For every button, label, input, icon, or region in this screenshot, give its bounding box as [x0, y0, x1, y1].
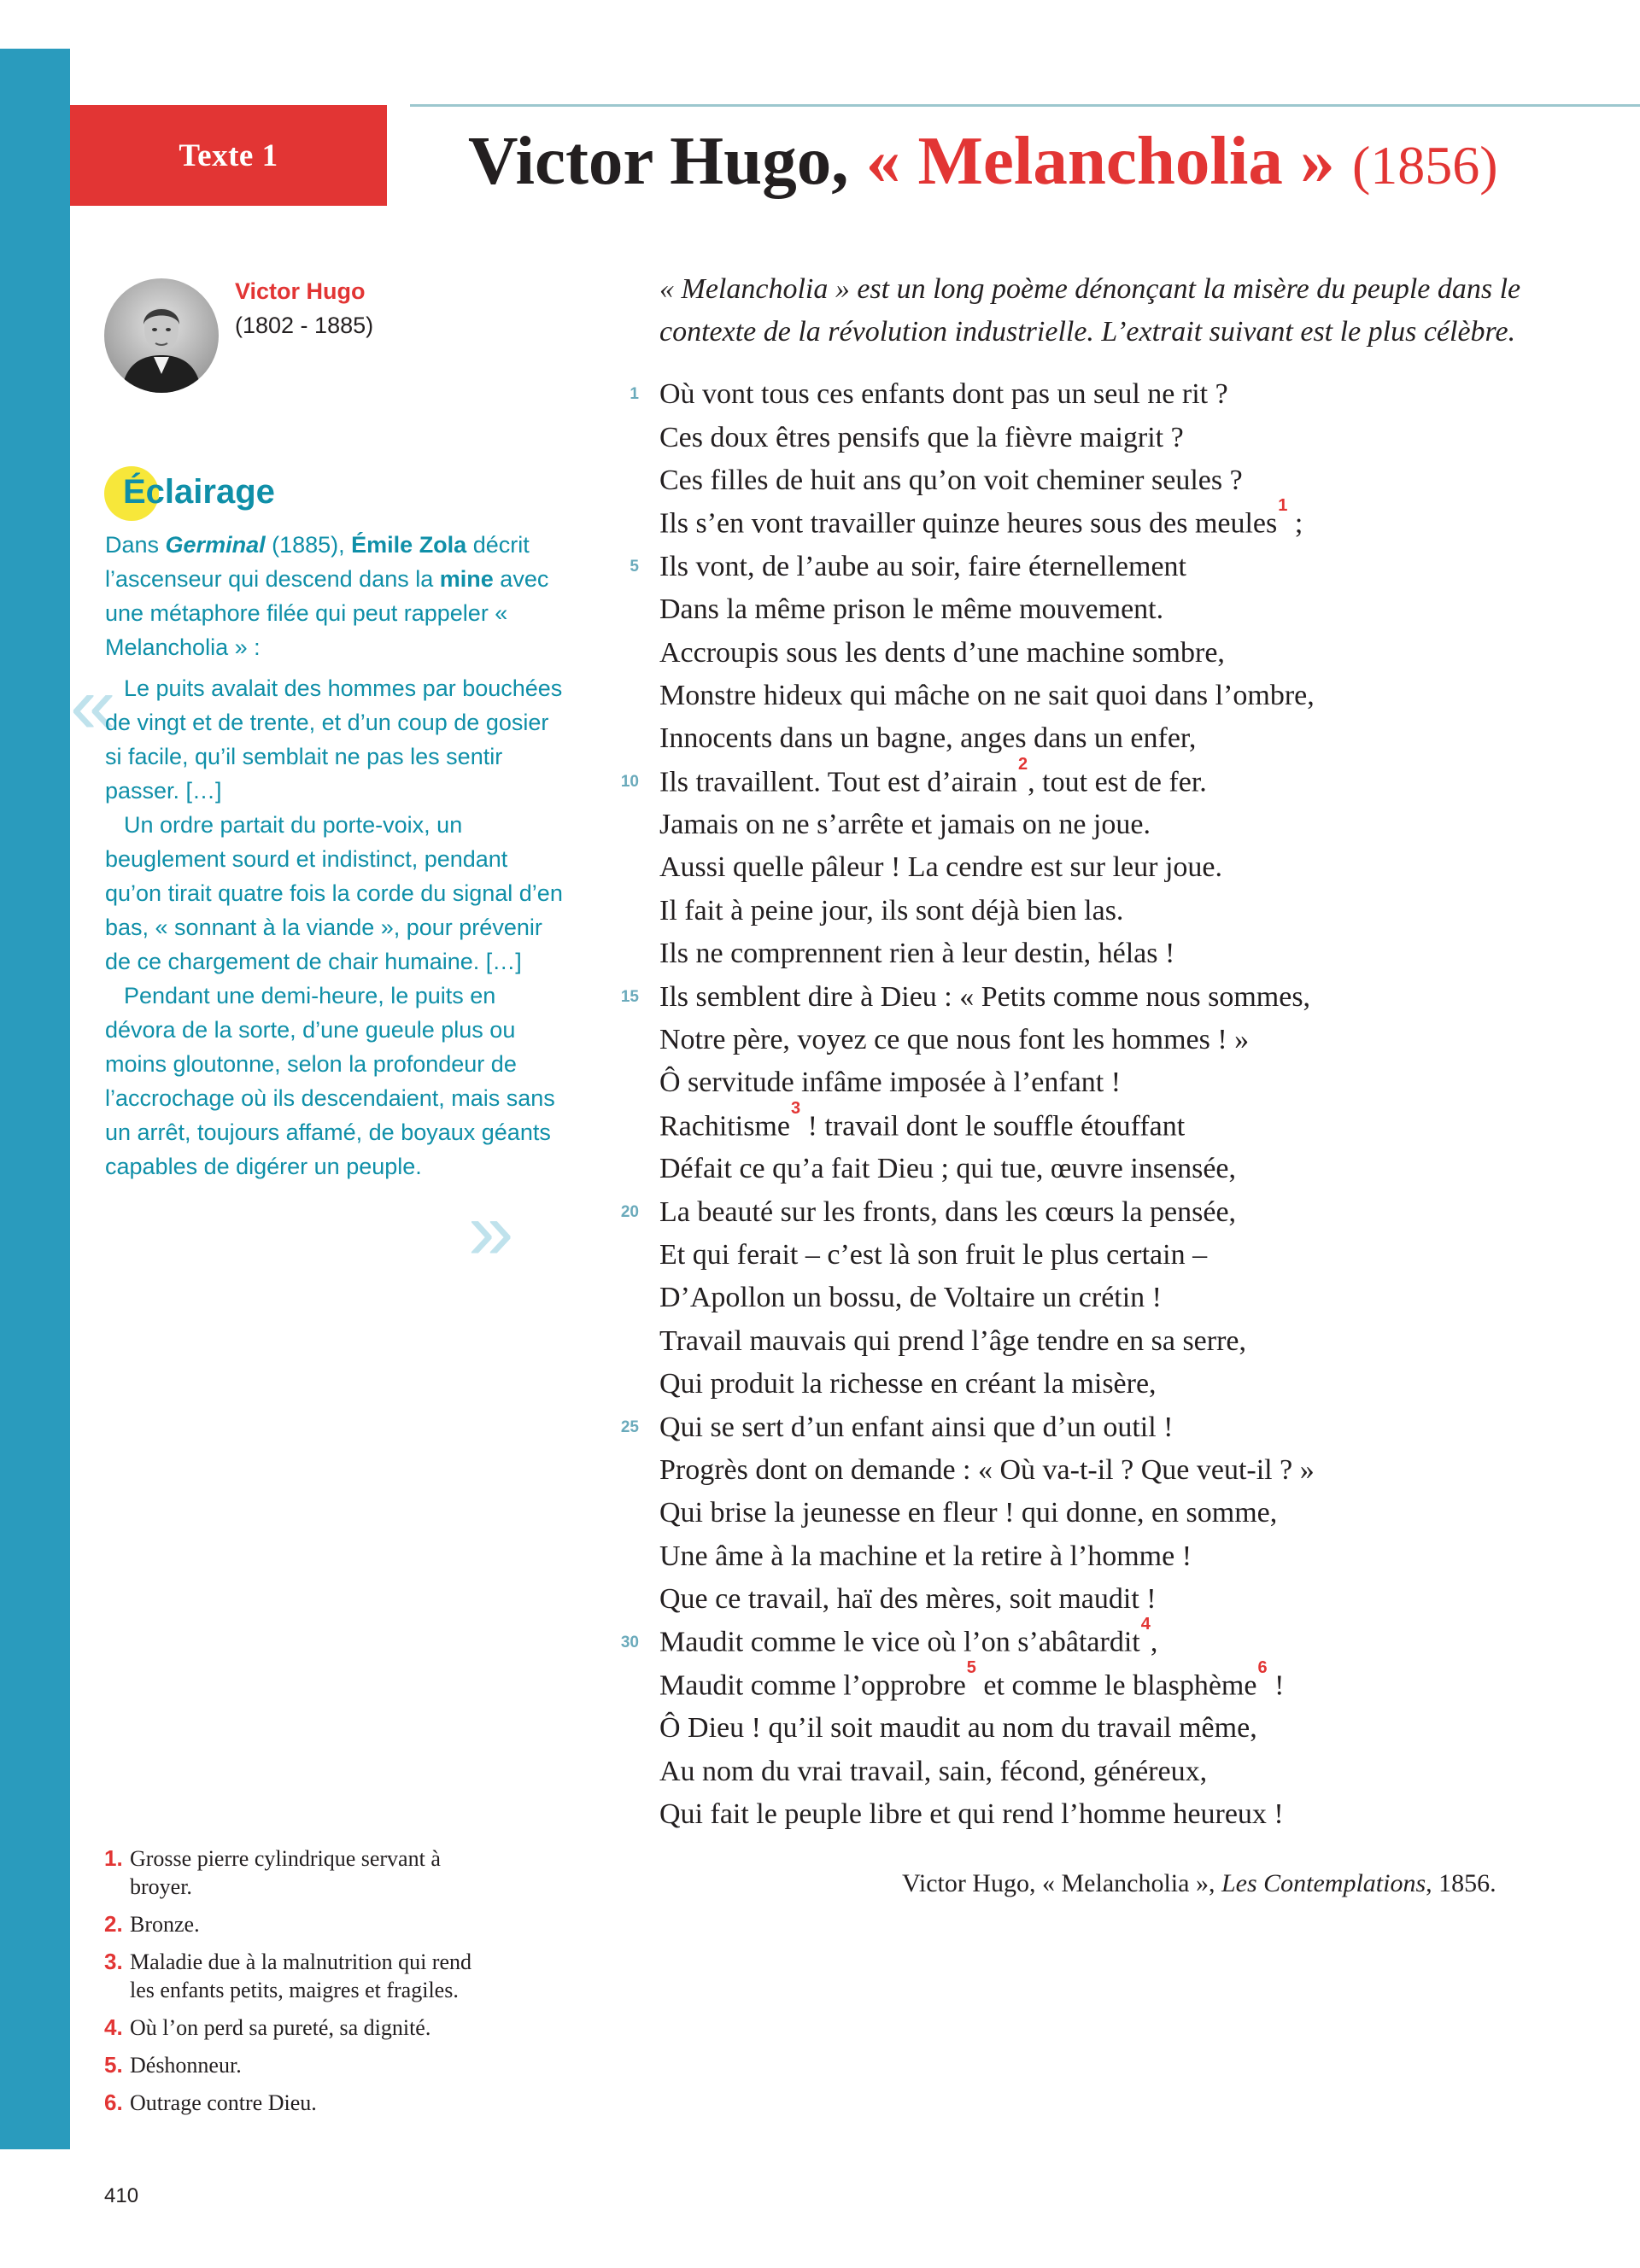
verse [598, 1277, 1623, 1319]
verse-part: ; [1287, 507, 1303, 540]
footnote-text: Maladie due à la malnutrition qui rend les enfants petits, maigres et fragiles. [130, 1949, 472, 2002]
verse-part: Rachitisme [659, 1110, 790, 1142]
verse-text: Aussi quelle pâleur ! La cendre est sur leur joue. [659, 851, 1222, 884]
eclairage-intro-text: décrit l’ascenseur qui descend dans la [105, 532, 530, 592]
footnote-ref: 4 [1140, 1615, 1151, 1634]
poem [598, 373, 1623, 1836]
verse-text: Ces doux êtres pensifs que la fièvre maigrit ? [659, 421, 1184, 453]
verse-part: Ils s’en vont travailler quinze heures sous des meules [659, 507, 1278, 540]
footnote-number: 3. [104, 1949, 123, 1974]
verse [598, 1793, 1623, 1836]
verse [598, 631, 1623, 674]
footnote [104, 1910, 472, 1938]
line-number: 20 [620, 1202, 639, 1221]
eclairage-intro-text: Dans [105, 532, 166, 558]
source-text: , 1856. [1426, 1869, 1496, 1897]
verse-part: et comme le blasphème [975, 1669, 1257, 1702]
footnote-number: 6. [104, 2090, 123, 2115]
verse-text: Ils vont, de l’aube au soir, faire éternellement [659, 550, 1186, 582]
verse [598, 1707, 1623, 1750]
verse-text: Ô Dieu ! qu’il soit maudit au nom du travail même, [659, 1712, 1257, 1745]
verse [598, 890, 1623, 932]
verse [598, 1657, 1623, 1707]
verse-text: Ô servitude infâme imposée à l’enfant ! [659, 1067, 1122, 1099]
verse-text: Monstre hideux qui mâche on ne sait quoi dans l’ombre, [659, 679, 1315, 711]
verse-text [659, 754, 1207, 798]
footnote [104, 1948, 472, 2004]
footnote-ref: 5 [966, 1657, 976, 1677]
footnote-ref: 2 [1018, 754, 1028, 774]
side-color-bar [0, 49, 70, 2149]
footnote [104, 2014, 472, 2042]
verse-text: Et qui ferait – c’est là son fruit le plus certain – [659, 1239, 1208, 1271]
eclairage-intro [105, 528, 566, 664]
footnote-ref: 3 [790, 1098, 801, 1118]
footnote-number: 4. [104, 2014, 123, 2040]
verse [598, 373, 1623, 416]
verse-text: D’Apollon un bossu, de Voltaire un crétin ! [659, 1282, 1162, 1314]
verse-part: Maudit comme le vice où l’on s’abâtardit [659, 1626, 1140, 1658]
verse [598, 1234, 1623, 1277]
line-number: 30 [620, 1633, 639, 1651]
verse-text [659, 1098, 1186, 1143]
verse [598, 1019, 1623, 1061]
footnote-text: Où l’on perd sa pureté, sa dignité. [130, 2015, 431, 2040]
verse-part: , tout est de fer. [1028, 765, 1207, 798]
verse [598, 846, 1623, 889]
line-number: 5 [630, 557, 639, 576]
eclairage-title: Éclairage [123, 473, 275, 511]
verse [598, 1751, 1623, 1793]
title-work: « Melancholia » [865, 122, 1335, 199]
verse-text: Une âme à la machine et la retire à l’homme ! [659, 1540, 1192, 1572]
quote-paragraph: Pendant une demi-heure, le puits en dévora de la sorte, d’une gueule plus ou moins gloutonne, selon la profondeur de l’accrochage où ils descendaient, mais sans un arrêt, toujours affamé, de boyaux géants capables de digérer un peuple. [105, 983, 555, 1179]
author-dates: (1802 - 1885) [235, 313, 374, 338]
footnote-ref: 6 [1257, 1657, 1268, 1677]
verse-part: Ils travaillent. Tout est d’airain [659, 765, 1018, 798]
footnotes [104, 1844, 472, 2126]
verse [598, 416, 1623, 459]
verse [598, 459, 1623, 502]
verse-part: ! [1267, 1669, 1285, 1702]
verse-text: La beauté sur les fronts, dans les cœurs la pensée, [659, 1195, 1237, 1228]
verse-text: Il fait à peine jour, ils sont déjà bien las. [659, 894, 1124, 926]
verse-text: Qui brise la jeunesse en fleur ! qui donne, en somme, [659, 1497, 1278, 1529]
verse-text: Notre père, voyez ce que nous font les hommes ! » [659, 1024, 1250, 1056]
source-text: Victor Hugo, « Melancholia », [902, 1869, 1221, 1897]
verse [598, 754, 1623, 804]
verse-text: Ces filles de huit ans qu’on voit cheminer seules ? [659, 464, 1243, 496]
text-tag-label: Texte 1 [179, 137, 278, 173]
verse-text [659, 496, 1303, 540]
verse [598, 1148, 1623, 1190]
footnote-number: 5. [104, 2052, 123, 2078]
verse-text: Dans la même prison le même mouvement. [659, 593, 1164, 626]
verse [598, 717, 1623, 760]
line-number: 15 [620, 987, 639, 1006]
page-title [468, 118, 1596, 208]
verse-text: Qui se sert d’un enfant ainsi que d’un outil ! [659, 1411, 1174, 1443]
eclairage-intro-text: (1885), [265, 532, 352, 558]
verse [598, 1406, 1623, 1448]
header-rule [410, 104, 1640, 107]
page-number: 410 [104, 2184, 139, 2207]
verse [598, 975, 1623, 1018]
footnote-number: 1. [104, 1845, 123, 1871]
poem-source [902, 1867, 1496, 1901]
verse [598, 1190, 1623, 1233]
eclairage-work: Germinal [165, 532, 266, 558]
verse-part: , [1150, 1626, 1158, 1658]
footnote-text: Grosse pierre cylindrique servant à broyer. [130, 1846, 441, 1899]
verse-text: Que ce travail, haï des mères, soit maudit ! [659, 1583, 1157, 1616]
footnote-text: Déshonneur. [130, 2053, 242, 2078]
verse [598, 588, 1623, 631]
eclairage-keyword: mine [439, 566, 494, 592]
verse-text: Qui fait le peuple libre et qui rend l’homme heureux ! [659, 1798, 1284, 1831]
verse [598, 1363, 1623, 1406]
eclairage-author: Émile Zola [351, 532, 467, 558]
verse-text: Innocents dans un bagne, anges dans un enfer, [659, 722, 1197, 755]
verse [598, 1449, 1623, 1492]
quote-paragraph: Le puits avalait des hommes par bouchées de vingt et de trente, et d’un coup de gosier si facile, qu’il semblait ne pas les sentir passer. […] [105, 675, 563, 804]
footnote-text: Bronze. [130, 1912, 200, 1937]
close-quote-mark: » [468, 1185, 514, 1277]
verse-text: Où vont tous ces enfants dont pas un seul ne rit ? [659, 378, 1228, 411]
footnote [104, 2051, 472, 2079]
line-number: 10 [620, 772, 639, 791]
title-author: Victor Hugo, [468, 122, 849, 199]
zola-quote [105, 671, 566, 1184]
verse [598, 804, 1623, 846]
title-year: (1856) [1351, 135, 1498, 196]
verse [598, 1061, 1623, 1104]
verse-text: Progrès dont on demande : « Où va-t-il ? Que veut-il ? » [659, 1453, 1315, 1486]
eclairage-intro-text: avec une métaphore filée qui peut rappeler « Melancholia » : [105, 566, 549, 660]
verse-text [659, 1615, 1158, 1658]
poem-intro: « Melancholia » est un long poème dénonçant la misère du peuple dans le contexte de la révolution industrielle. L’extrait suivant est le plus célèbre. [659, 273, 1521, 348]
verse-text: Jamais on ne s’arrête et jamais on ne joue. [659, 809, 1151, 841]
verse-part: Maudit comme l’opprobre [659, 1669, 966, 1702]
footnote-ref: 1 [1278, 496, 1288, 516]
verse-text: Qui produit la richesse en créant la misère, [659, 1368, 1157, 1400]
text-tag [70, 105, 387, 206]
verse-text: Au nom du vrai travail, sain, fécond, généreux, [659, 1755, 1208, 1787]
verse [598, 1615, 1623, 1663]
footnote-number: 2. [104, 1911, 123, 1937]
verse-text: Travail mauvais qui prend l’âge tendre en sa serre, [659, 1324, 1247, 1357]
footnote [104, 1844, 472, 1901]
verse-part: ! travail dont le souffle étouffant [800, 1110, 1186, 1142]
verse [598, 675, 1623, 717]
verse [598, 1320, 1623, 1363]
source-work: Les Contemplations [1221, 1869, 1426, 1897]
quote-paragraph: Un ordre partait du porte-voix, un beuglement sourd et indistinct, pendant qu’on tirait quatre fois la corde du signal d’en bas, « sonnant à la viande », pour prévenir de ce chargement de chair humaine. […] [105, 812, 563, 974]
line-number: 1 [630, 385, 639, 404]
verse-text: Défait ce qu’a fait Dieu ; qui tue, œuvre insensée, [659, 1153, 1237, 1185]
verse [598, 1098, 1623, 1148]
line-number: 25 [620, 1418, 639, 1436]
verse [598, 1492, 1623, 1534]
verse-text: Ils ne comprennent rien à leur destin, hélas ! [659, 938, 1175, 970]
footnote-text: Outrage contre Dieu. [130, 2090, 317, 2115]
verse [598, 1535, 1623, 1578]
footnote [104, 2089, 472, 2117]
open-quote-mark: « [70, 659, 116, 751]
author-name: Victor Hugo [235, 278, 366, 304]
verse-text: Ils semblent dire à Dieu : « Petits comme nous sommes, [659, 980, 1311, 1013]
verse [598, 496, 1623, 545]
verse-text [659, 1657, 1285, 1702]
verse [598, 1578, 1623, 1621]
verse-text: Accroupis sous les dents d’une machine sombre, [659, 636, 1225, 669]
verse [598, 932, 1623, 975]
author-portrait [104, 278, 219, 393]
verse [598, 546, 1623, 588]
